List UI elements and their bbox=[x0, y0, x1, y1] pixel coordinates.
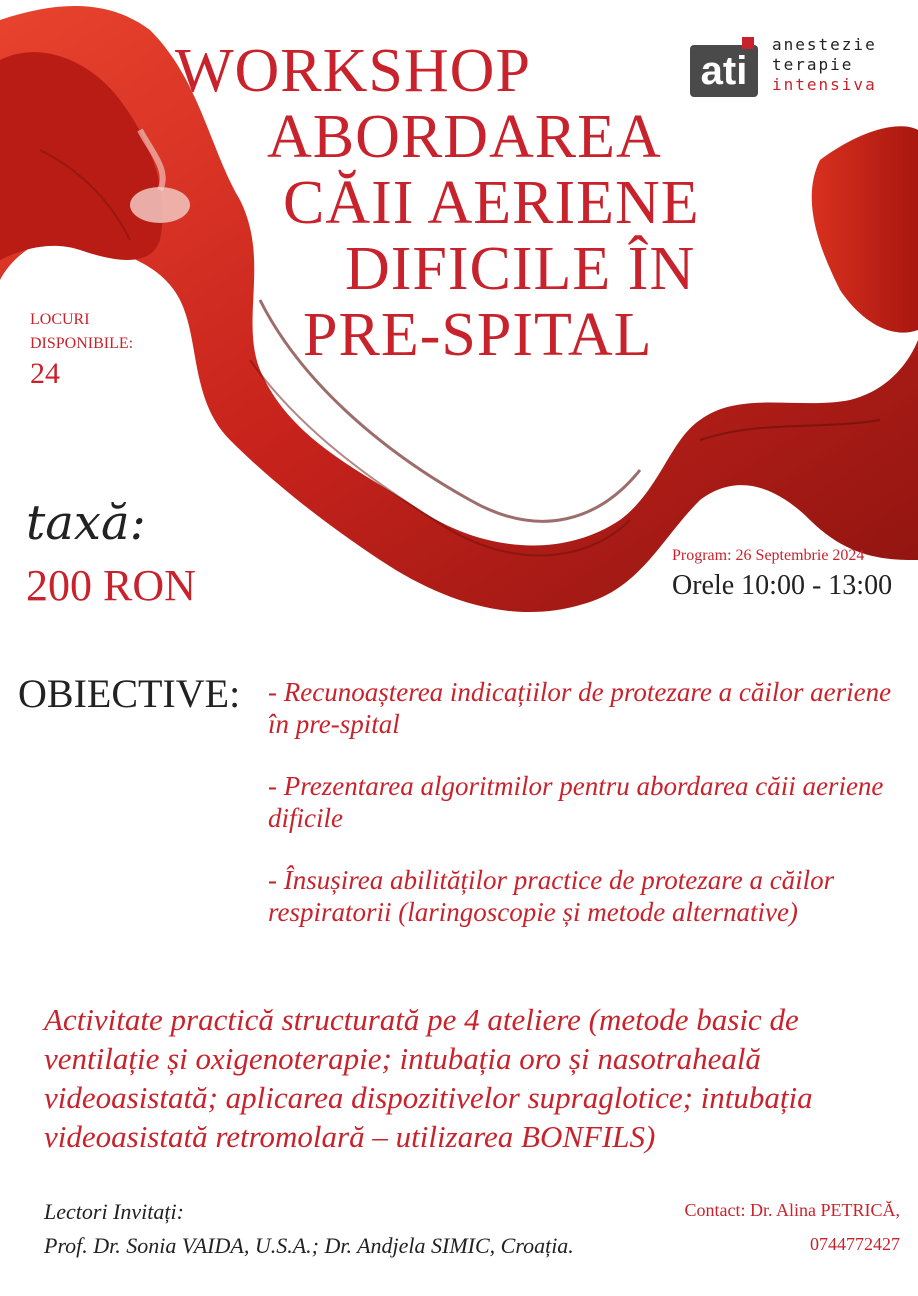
title-line: ABORDAREA bbox=[267, 103, 662, 171]
title-line: CĂII AERIENE bbox=[283, 169, 700, 237]
fee-label: taxă: bbox=[26, 495, 146, 551]
objectives-list bbox=[268, 676, 898, 958]
objectives-label: OBIECTIVE: bbox=[18, 671, 241, 716]
seats-count: 24 bbox=[30, 357, 60, 390]
logo-word: intensiva bbox=[772, 75, 877, 94]
logo-word: anestezie bbox=[772, 35, 877, 54]
lecturers-names: Prof. Dr. Sonia VAIDA, U.S.A.; Dr. Andjela SIMIC, Croația. bbox=[44, 1233, 574, 1258]
seats-label: LOCURI bbox=[30, 311, 90, 328]
logo-wordmark bbox=[772, 35, 877, 95]
lecturers-label: Lectori Invitați: bbox=[44, 1199, 184, 1224]
fee-value: 200 RON bbox=[26, 561, 196, 610]
title-line: PRE-SPITAL bbox=[303, 301, 653, 369]
title-line: WORKSHOP bbox=[175, 37, 531, 105]
program-hours: Orele 10:00 - 13:00 bbox=[672, 570, 893, 601]
logo-accent-dot bbox=[742, 37, 754, 49]
ati-logo-mark: ati bbox=[690, 45, 758, 97]
objective-item: - Recunoașterea indicațiilor de protezare a căilor aeriene în pre-spital bbox=[268, 677, 892, 739]
contact-phone: 0744772427 bbox=[810, 1234, 900, 1254]
objective-item: - Însușirea abilităților practice de protezare a căilor respiratorii (laringoscopie și metode alternative) bbox=[268, 865, 835, 927]
ati-logo bbox=[690, 35, 900, 105]
contact-label: Contact: Dr. Alina PETRICĂ, bbox=[684, 1200, 900, 1220]
available-seats bbox=[30, 308, 133, 392]
guest-lecturers bbox=[44, 1195, 574, 1263]
objective-item: - Prezentarea algoritmilor pentru abordarea căii aeriene dificile bbox=[268, 771, 884, 833]
practical-activity-text: Activitate practică structurată pe 4 ateliere (metode basic de ventilație și oxigenoterapie; intubația oro și nasotraheală videoasistată; aplicarea dispozitivelor supraglotice; intubația videoasistată retromolară – utilizarea BONFILS) bbox=[44, 1002, 813, 1154]
logo-word: terapie bbox=[772, 55, 854, 74]
title-line: DIFICILE ÎN bbox=[345, 235, 696, 303]
program-date: Program: 26 Septembrie 2024 bbox=[672, 547, 865, 564]
contact-info bbox=[600, 1193, 900, 1261]
workshop-title bbox=[175, 38, 700, 368]
seats-label: DISPONIBILE: bbox=[30, 335, 134, 352]
